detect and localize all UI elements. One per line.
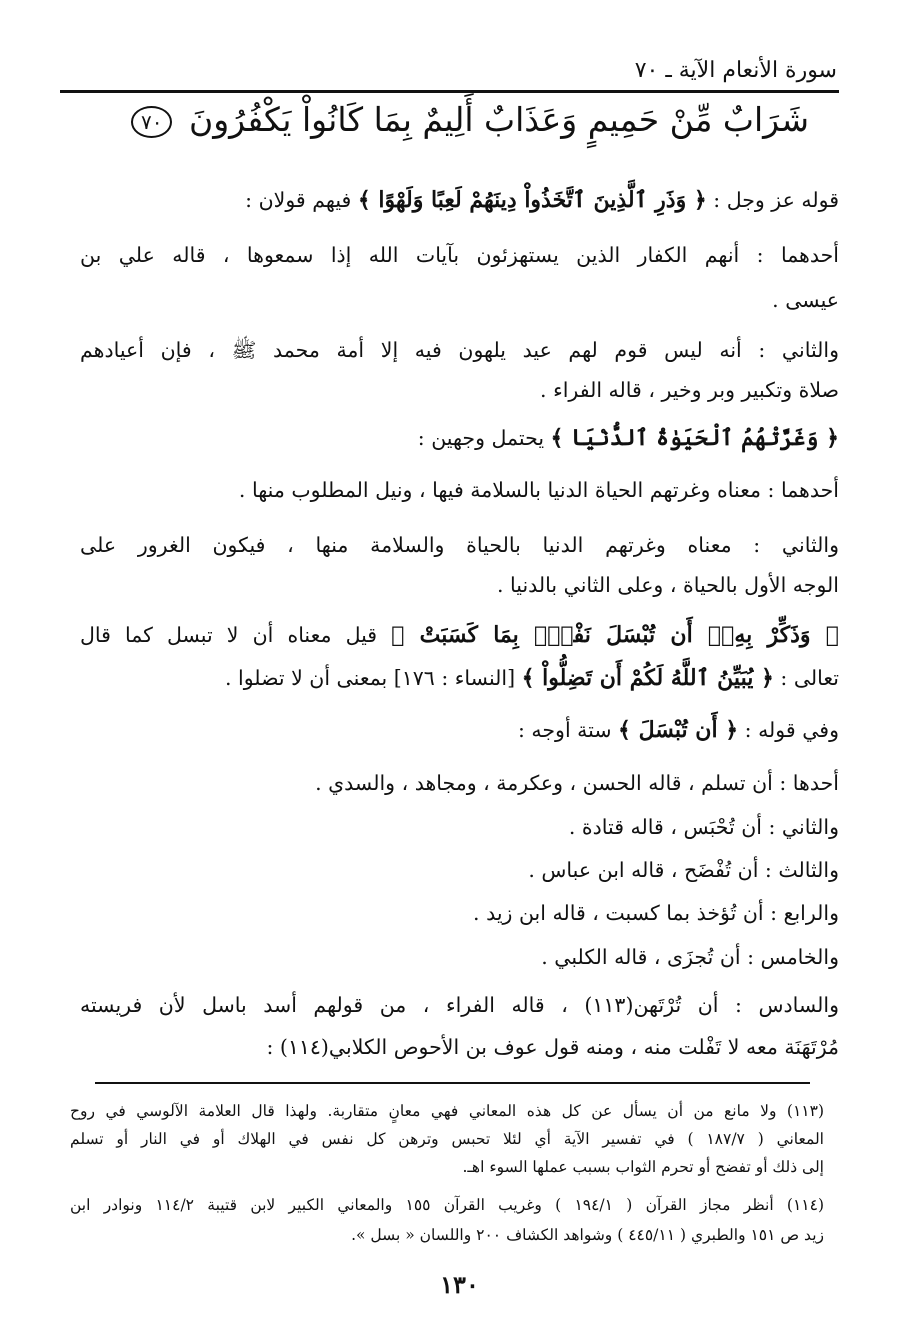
verse-text: شَرَابٌ مِّنْ حَمِيمٍ وَعَذَابٌ أَلِيمٌ بِمَا كَانُواْ يَكْفُرُونَ bbox=[188, 100, 809, 139]
list-item: والثاني : أن تُحْبَس ، قاله قتادة . bbox=[568, 815, 839, 839]
text-run: وفي قوله : bbox=[738, 718, 839, 742]
paragraph-line: الوجه الأول بالحياة ، وعلى الثاني بالدنيا . bbox=[497, 573, 839, 597]
quran-quote: ﴿ وَذَرِ ٱلَّذِينَ ٱتَّخَذُواْ دِينَهُمْ لَعِبًا وَلَهْوًا ﴾ bbox=[357, 187, 707, 213]
list-item: والسادس : أن تُرْتَهن(١١٣) ، قاله الفراء ، من قولهم أسد باسل لأن فريسته bbox=[80, 993, 840, 1017]
verse-number-badge: ٧٠ bbox=[131, 106, 172, 138]
paragraph-line: والثاني : معناه وغرتهم الدنيا بالحياة والسلامة منها ، فيكون الغرور على bbox=[80, 533, 839, 557]
footnote-line: (١١٣) ولا مانع من أن يسأل عن كل هذه المعاني فهي معانٍ متقاربة. ولهذا قال العلامة الآلوسي في روح bbox=[70, 1102, 824, 1120]
paragraph-line: أحدهما : أنهم الكفار الذين يستهزئون بآيات الله إذا سمعوها ، قاله علي بن bbox=[80, 243, 839, 267]
list-item: والخامس : أن تُجزَى ، قاله الكلبي . bbox=[541, 945, 839, 969]
quran-quote: ﴿ وَغَرَّتْهُمُ ٱلْحَيَوٰةُ ٱلدُّنْيَا ﴾ bbox=[550, 425, 839, 451]
footnote-line: زيد ص ١٥١ والطبري ( ٤٤٥/١١ ) وشواهد الكشاف ٢٠٠ واللسان « بسل ». bbox=[351, 1226, 824, 1244]
list-item: والرابع : أن تُؤخذ بما كسبت ، قاله ابن زيد . bbox=[473, 901, 839, 925]
text-run: قوله عز وجل : bbox=[706, 188, 839, 212]
page-number: ١٣٠ bbox=[440, 1270, 479, 1299]
text-run: قيل معناه أن لا تبسل كما قال bbox=[80, 623, 392, 647]
paragraph-line: صلاة وتكبير وبر وخير ، قاله الفراء . bbox=[540, 378, 839, 402]
list-item: والثالث : أن تُفْضَح ، قاله ابن عباس . bbox=[528, 858, 839, 882]
paragraph-line bbox=[418, 423, 839, 453]
footnote-line: (١١٤) أنظر مجاز القرآن ( ١٩٤/١ ) وغريب القرآن ١٥٥ والمعاني الكبير لابن قتيبة ١١٤/٢ ونوادر ابن bbox=[70, 1196, 825, 1214]
footnote-line: إلى ذلك أو تفضح أو تحرم الثواب بسبب عملها السوء اهـ. bbox=[462, 1158, 824, 1176]
footnote-line: المعاني ( ١٨٧/٧ ) في تفسير الآية أي لئلا تحبس وترهن كل نفس في الهلاك أو في النار أو تسلم bbox=[70, 1130, 824, 1148]
paragraph-line: مُرْتَهَنَة معه لا تَفْلت منه ، ومنه قول عوف بن الأحوص الكلابي(١١٤) : bbox=[266, 1035, 839, 1059]
quran-quote: ﴿ أَن تُبْسَلَ ﴾ bbox=[618, 717, 739, 743]
paragraph-line bbox=[80, 620, 839, 650]
paragraph-line bbox=[225, 663, 839, 693]
paragraph-line: أحدهما : معناه وغرتهم الحياة الدنيا بالسلامة فيها ، ونيل المطلوب منها . bbox=[238, 478, 839, 502]
paragraph-line: عيسى . bbox=[772, 288, 839, 312]
text-run: يحتمل وجهين : bbox=[417, 426, 551, 450]
text-run: [النساء : ١٧٦] بمعنى أن لا تضلوا . bbox=[224, 666, 522, 690]
running-header: سورة الأنعام الآية ـ ٧٠ bbox=[634, 58, 837, 83]
footnote-divider bbox=[95, 1082, 810, 1084]
text-run: تعالى : bbox=[773, 666, 839, 690]
text-run: فيهم قولان : bbox=[245, 188, 358, 212]
quran-quote: ﴿ وَذَكِّرْ بِهِۦٓ أَن تُبْسَلَ نَفْسٌۢ بِمَا كَسَبَتْ ﴾ bbox=[391, 622, 839, 648]
quran-verse bbox=[131, 100, 809, 139]
quran-quote: ﴿ يُبَيِّنُ ٱللَّهُ لَكُمْ أَن تَضِلُّواْ ﴾ bbox=[521, 665, 774, 691]
header-rule bbox=[60, 90, 839, 93]
paragraph-line: والثاني : أنه ليس قوم لهم عيد يلهون فيه إلا أمة محمد ﷺ ، فإن أعيادهم bbox=[80, 338, 839, 362]
paragraph-line bbox=[245, 185, 839, 215]
paragraph-line bbox=[518, 715, 839, 745]
text-run: ستة أوجه : bbox=[517, 718, 619, 742]
list-item: أحدها : أن تسلم ، قاله الحسن ، وعكرمة ، ومجاهد ، والسدي . bbox=[315, 771, 839, 795]
